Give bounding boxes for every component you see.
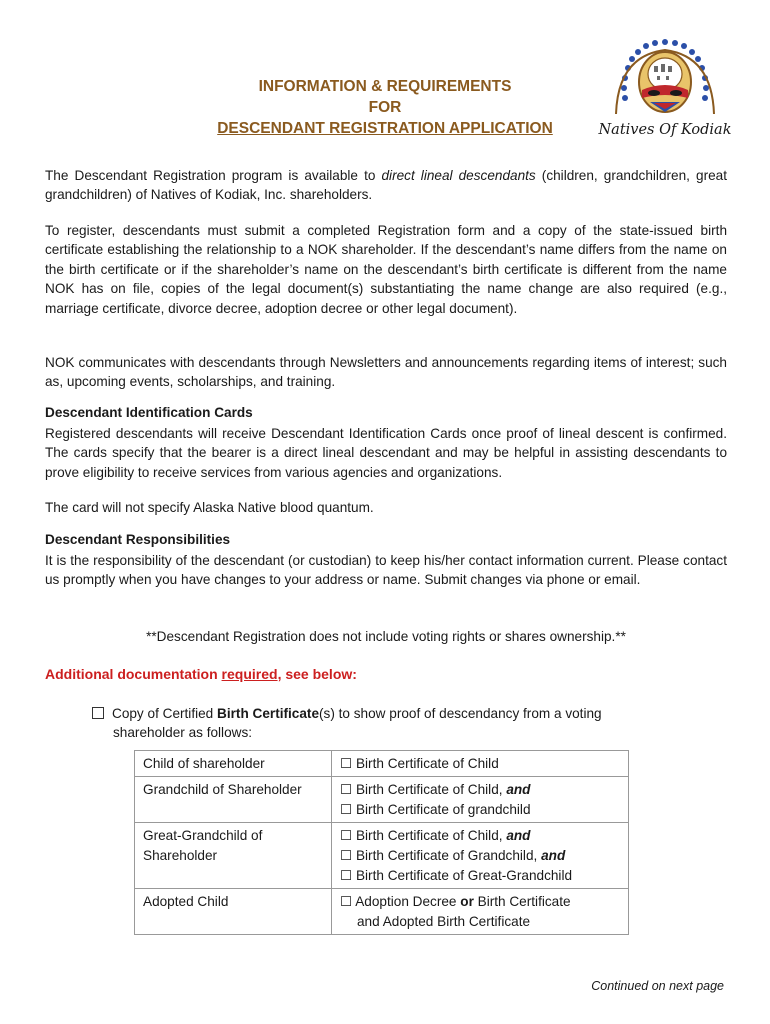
voting-rights-note: **Descendant Registration does not include voting rights or shares ownership.** (146, 629, 626, 644)
blood-quantum-note: The card will not specify Alaska Native blood quantum. (45, 500, 374, 515)
title-line-1: INFORMATION & REQUIREMENTS (258, 78, 512, 95)
additional-text: Additional documentation (45, 666, 222, 682)
document-text: ☐ Birth Certificate of Child, (340, 828, 507, 843)
additional-text-end: , see below: (277, 666, 357, 682)
document-text-end: Birth Certificate (473, 894, 571, 909)
relationship-cell (135, 823, 332, 889)
checkbox[interactable] (92, 707, 104, 719)
document-item: ☐ Birth Certificate of grandchild (340, 802, 531, 817)
document-text: ☐ Adoption Decree (340, 894, 461, 909)
item-text: Copy of Certified (112, 706, 218, 721)
relationship-cell: Adopted Child (135, 889, 332, 935)
document-item (340, 846, 620, 866)
table-row (135, 823, 629, 889)
or-emphasis: or (460, 894, 474, 909)
document-item (340, 780, 620, 800)
and-emphasis: and (541, 848, 566, 863)
required-emphasis: required (221, 666, 278, 682)
table-row (135, 751, 629, 777)
relationship-cell: Grandchild of Shareholder (135, 777, 332, 823)
relationship-line: Great-Grandchild of (143, 828, 263, 843)
documents-cell (332, 751, 629, 777)
document-text: ☐ Birth Certificate of Child, (340, 782, 507, 797)
id-cards-heading: Descendant Identification Cards (45, 405, 253, 420)
additional-documentation-heading (45, 666, 357, 682)
communication-paragraph: NOK communicates with descendants through Newsletters and announcements regarding items of interest; such as, upcoming events, scholarships, and training. (45, 355, 727, 390)
intro-text-end: (children, grandchildren, great grandchildren) of Natives of Kodiak, Inc. shareholders. (45, 168, 727, 203)
responsibilities-heading: Descendant Responsibilities (45, 532, 231, 547)
document-text: ☐ Birth Certificate of Grandchild, (340, 848, 542, 863)
and-emphasis: and (506, 828, 531, 843)
intro-text: The Descendant Registration program is available to (45, 168, 382, 183)
title-line-3: DESCENDANT REGISTRATION APPLICATION (217, 120, 553, 137)
document-item (340, 892, 620, 912)
document-item (340, 826, 620, 846)
natives-of-kodiak-logo (596, 36, 734, 144)
mask-logo-icon (604, 36, 726, 124)
documents-cell (332, 889, 629, 935)
relationship-line: Shareholder (143, 848, 218, 863)
and-emphasis: and (506, 782, 531, 797)
title-line-2: FOR (368, 99, 402, 116)
documents-cell (332, 823, 629, 889)
relationship-cell: Child of shareholder (135, 751, 332, 777)
continued-footer: Continued on next page (591, 979, 724, 993)
requirements-table (134, 750, 629, 935)
intro-emphasis: direct lineal descendants (381, 168, 536, 183)
document-title (160, 76, 610, 139)
logo-caption: Natives Of Kodiak (598, 122, 732, 138)
intro-paragraph (45, 166, 727, 205)
item-text-end: (s) to show proof of descendancy from a voting (319, 706, 602, 721)
document-item: ☐ Birth Certificate of Great-Grandchild (340, 868, 573, 883)
document-item: and Adopted Birth Certificate (357, 914, 531, 929)
birth-certificate-checklist-item (92, 704, 692, 743)
responsibilities-paragraph: It is the responsibility of the descendant (or custodian) to keep his/her contact information current. Please contact us promptly when you have changes to your address or name. Submit changes via phone or email. (45, 553, 727, 588)
table-row (135, 777, 629, 823)
id-cards-paragraph: Registered descendants will receive Descendant Identification Cards once proof of lineal descent is confirmed. The cards specify that the bearer is a direct lineal descendant and may be helpful in assisting descendants to prove eligibility to receive services from various agencies and organizations. (45, 426, 727, 480)
table-row (135, 889, 629, 935)
register-paragraph: To register, descendants must submit a completed Registration form and a copy of the state-issued birth certificate establishing the relationship to a NOK shareholder. If the descendant’s name differs from the name on the birth certificate or if the shareholder’s name on the descendant’s birth certificate is different from the name NOK has on file, copies of the legal document(s) substantiating the name change are also required (e.g., marriage certificate, divorce decree, adoption decree or other legal document). (45, 223, 727, 316)
document-item: ☐ Birth Certificate of Child (340, 756, 499, 771)
item-line-2: shareholder as follows: (113, 725, 253, 741)
documents-cell (332, 777, 629, 823)
item-bold: Birth Certificate (217, 706, 320, 721)
